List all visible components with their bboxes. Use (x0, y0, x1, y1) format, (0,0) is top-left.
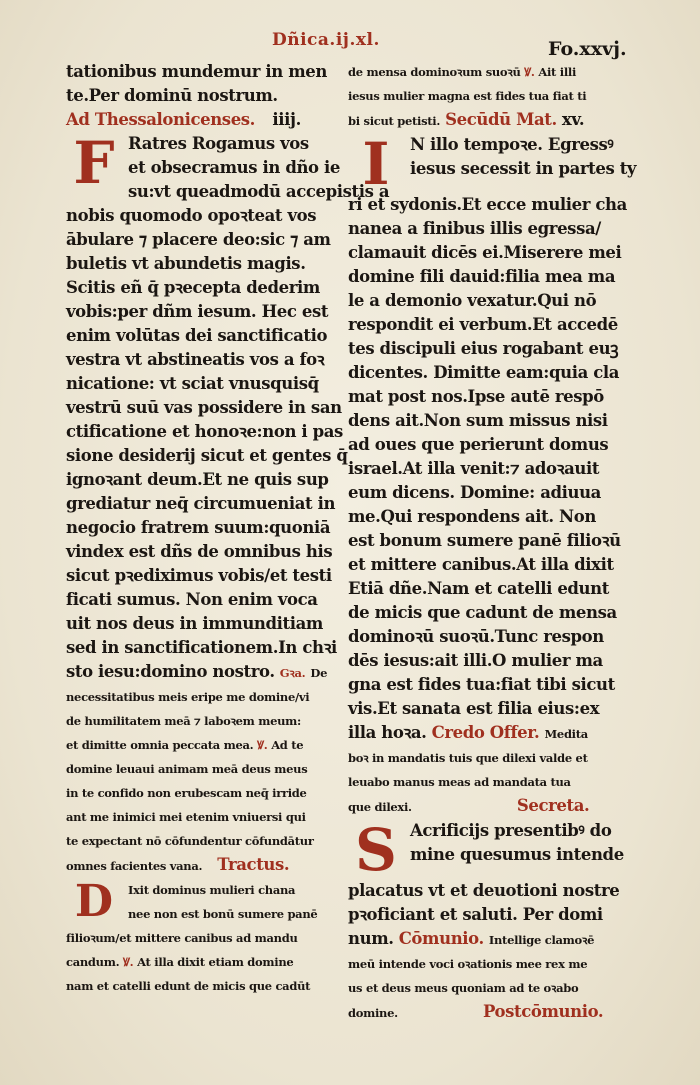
text-line: eum dicens. Domine: adiuua (348, 483, 601, 502)
decorated-initial: I (362, 130, 390, 198)
offertory-heading: Credo Offer. (431, 723, 540, 742)
text-line: vestra vt abstineatis vos a foꝛ (66, 350, 325, 369)
text-segment: Medita (544, 727, 588, 741)
text-line: dicentes. Dimitte eam:quia cla (348, 363, 620, 382)
text-line: le a demonio vexatur.Qui nō (348, 291, 597, 310)
text-line: in te confido non erubescam neq̄ irride (66, 786, 307, 800)
text-line: ant me inimici mei etenim vniuersi qui (66, 810, 306, 824)
decorated-initial: S (355, 816, 397, 884)
text-segment: illa hoꝛa. (348, 723, 427, 742)
decorated-initial: F (73, 129, 115, 197)
decorated-initial: D (74, 876, 114, 927)
text-line: et mittere canibus.At illa dixit (348, 555, 614, 574)
text-line: uit nos deus in immunditiam (66, 614, 323, 633)
text-line: te.Per dominū nostrum. (66, 86, 278, 105)
text-line: negocio fratrem suum:quoniā (66, 518, 331, 537)
postcommunion-heading: Postcōmunio. (482, 1002, 604, 1021)
text-line: ri et sydonis.Et ecce mulier cha (348, 195, 627, 214)
text-line: domine leuaui animam meā deus meus (66, 762, 308, 776)
verse-marker: Ꝟ. (123, 955, 134, 969)
text-line: clamauit dicēs ei.Miserere mei (348, 243, 622, 262)
text-line: domine fili dauid:filia mea ma (348, 267, 616, 286)
text-line: nicatione: vt sciat vnusquisq̄ (66, 374, 319, 393)
text-line: buletis vt abundetis magis. (66, 254, 306, 273)
gospel-heading: Secūdū Mat. (445, 110, 557, 129)
text-line: meū intende voci oꝛationis mee rex me (348, 957, 588, 971)
gospel-initial-block (348, 130, 637, 198)
tract-heading-line (66, 853, 334, 878)
epistle-heading-number: iiij. (272, 110, 301, 129)
text-line: Acrificijs presentibꝰ do (410, 821, 612, 840)
text-segment: num. (348, 929, 394, 948)
text-line: placatus vt et deuotioni nostre (348, 881, 620, 900)
text-line: us et deus meus quoniam ad te oꝛabo (348, 981, 579, 995)
text-segment: De (310, 666, 328, 680)
text-line: su:vt queadmodū accepistis a (128, 182, 390, 201)
text-line: ficati sumus. Non enim voca (66, 590, 318, 609)
text-line: mat post nos.Ipse autē respō (348, 387, 604, 406)
text-line: ignoꝛant deum.Et ne quis sup (66, 470, 329, 489)
text-line: enim volūtas dei sanctificatio (66, 326, 328, 345)
text-line: ctificatione et honoꝛe:non i pas (66, 422, 343, 441)
text-line: Ixit dominus mulieri chana (128, 883, 296, 897)
text-line: sed in sanctificationem.In chꝛi (66, 638, 337, 657)
text-segment: Intellige clamoꝛē (488, 933, 595, 947)
text-line: Etiā dñe.Nam et catelli edunt (348, 579, 609, 598)
text-line: dens ait.Non sum missus nisi (348, 411, 608, 430)
communion-heading: Cōmunio. (398, 929, 484, 948)
text-segment: que dilexi. (348, 800, 412, 814)
text-line: N illo tempoꝛe. Egressꝰ (410, 135, 614, 154)
secreta-initial-block (348, 816, 628, 884)
text-segment: et dimitte omnia peccata mea. (66, 738, 254, 752)
text-line: leuabo manus meas ad mandata tua (348, 775, 571, 789)
text-line: vis.Et sanata est filia eius:ex (348, 699, 600, 718)
epistle-heading: Ad Thessalonicenses. (66, 110, 256, 129)
epistle-initial-block (66, 129, 390, 228)
text-line: sione desiderij sicut et gentes q̄ (66, 446, 348, 465)
gradual-start-line (66, 660, 334, 685)
text-line: ābulare ⁊ placere deo:sic ⁊ am (66, 230, 331, 249)
text-segment: sto iesu:domino nostro. (66, 662, 275, 681)
offertory-heading-line (348, 721, 628, 746)
text-segment: de mensa dominoꝛum suoꝛū (348, 65, 521, 79)
text-line: me.Qui respondens ait. Non (348, 507, 596, 526)
text-line: vobis:per dñm iesum. Hec est (66, 302, 329, 321)
verse-line (348, 60, 628, 84)
text-line: israel.At illa venit:⁊ adoꝛauit (348, 459, 600, 478)
verse-marker: Ꝟ. (524, 65, 535, 79)
text-line: dominoꝛū suoꝛū.Tunc respon (348, 627, 604, 646)
text-segment: At illa dixit etiam domine (137, 955, 294, 969)
text-line: ad oues que perierunt domus (348, 435, 609, 454)
text-line: Scitis eñ q̄ pꝛecepta dederim (66, 278, 320, 297)
text-line: tationibus mundemur in men (66, 62, 327, 81)
text-line: mine quesumus intende (410, 845, 624, 864)
gospel-number: xv. (561, 110, 585, 129)
right-column (348, 60, 637, 1025)
text-line: necessitatibus meis eripe me domine/vi (66, 690, 310, 704)
folio-number: Fo.xxvj. (548, 38, 627, 60)
text-line: grediatur neq̄ circumueniat in (66, 494, 336, 513)
communion-heading-line (348, 927, 628, 952)
tract-initial-block (66, 878, 334, 926)
text-line: de humilitatem meā ⁊ laboꝛem meum: (66, 714, 301, 728)
text-line: sicut pꝛediximus vobis/et testi (66, 566, 332, 585)
postcommunion-heading-line (348, 1000, 628, 1025)
gospel-heading-line (348, 108, 628, 133)
text-segment: bi sicut petisti. (348, 114, 441, 128)
text-line: iesus secessit in partes ty (410, 159, 637, 178)
text-line: nanea a finibus illis egressa/ (348, 219, 601, 238)
text-line: nee non est bonū sumere panē (128, 907, 318, 921)
text-line: vindex est dñs de omnibus his (66, 542, 333, 561)
text-line: nam et catelli edunt de micis que cadūt (66, 979, 311, 993)
text-segment: Ait illi (538, 65, 577, 79)
text-line: pꝛoficiant et saluti. Per domi (348, 905, 603, 924)
text-line: iesus mulier magna est fides tua fiat ti (348, 89, 587, 103)
text-line: te expectant nō cōfundentur cōfundātur (66, 834, 314, 848)
text-line: est bonum sumere panē filioꝛū (348, 531, 621, 550)
text-segment: Ad te (271, 738, 304, 752)
verse-line (66, 733, 334, 757)
text-line: vestrū suū vas possidere in san (66, 398, 342, 417)
text-line: respondit ei verbum.Et accedē (348, 315, 618, 334)
secreta-heading: Secreta. (516, 796, 590, 815)
text-line: et obsecramus in dño ie (128, 158, 340, 177)
text-line: nobis quomodo opoꝛteat vos (66, 206, 317, 225)
gradual-marker: Gꝛa. (279, 666, 306, 680)
text-line: gna est fides tua:fiat tibi sicut (348, 675, 615, 694)
running-title: Dñica.ij.xl. (272, 30, 380, 50)
text-line: Ratres Rogamus vos (128, 134, 309, 153)
text-line: tes discipuli eius rogabant euꝫ (348, 339, 619, 358)
text-line: de micis que cadunt de mensa (348, 603, 617, 622)
text-line: dēs iesus:ait illi.O mulier ma (348, 651, 603, 670)
text-segment: domine. (348, 1006, 398, 1020)
verse-line (66, 950, 334, 974)
text-line: filioꝛum/et mittere canibus ad mandu (66, 931, 298, 945)
tract-heading: Tractus. (217, 855, 290, 874)
text-segment: candum. (66, 955, 120, 969)
text-segment: omnes facientes vana. (66, 859, 203, 873)
text-line: boꝛ in mandatis tuis que dilexi valde et (348, 751, 588, 765)
verse-marker: Ꝟ. (257, 738, 268, 752)
